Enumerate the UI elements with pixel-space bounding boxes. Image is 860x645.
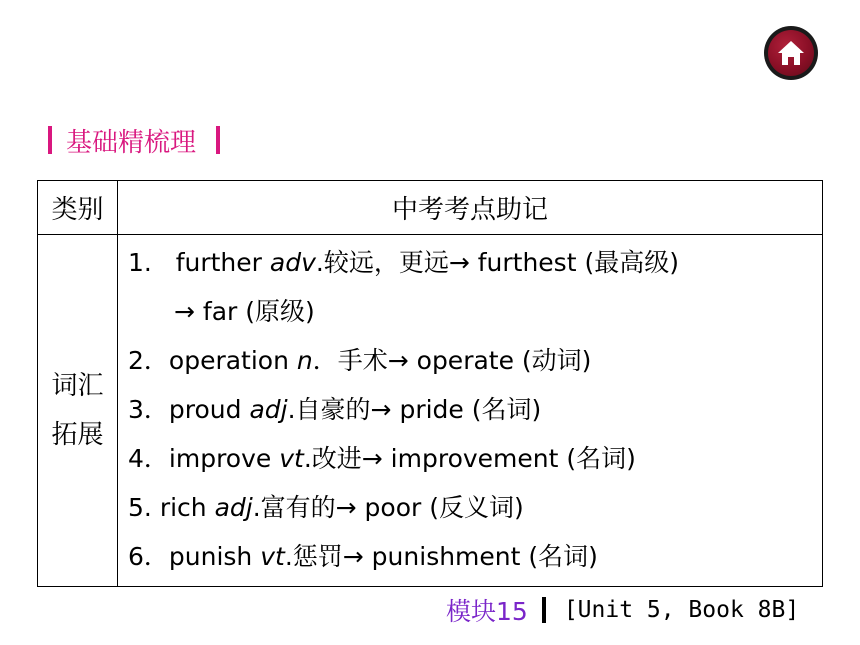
home-icon — [776, 39, 806, 67]
item-word: punish — [168, 542, 261, 571]
item-pos: vt — [279, 444, 304, 473]
item-pos: adv — [269, 248, 316, 277]
table-header-row — [38, 181, 823, 235]
footer — [446, 592, 799, 628]
item-pos: adj — [249, 395, 288, 424]
item-meaning: .改进→ improvement (名词) — [303, 444, 636, 473]
item-number: 5. — [128, 493, 152, 522]
unit-label: [Unit 5, Book 8B] — [563, 597, 800, 623]
item-meaning: .自豪的→ pride (名词) — [287, 395, 542, 424]
footer-separator — [542, 597, 546, 623]
module-label: 模块15 — [446, 597, 528, 626]
item-meaning: .惩罚→ punishment (名词) — [284, 542, 598, 571]
item-line — [128, 341, 822, 390]
item-word: further — [175, 248, 270, 277]
item-meaning: .较远，更远→ furthest (最高级) — [315, 248, 679, 277]
item-line — [128, 243, 822, 292]
item-line — [128, 488, 822, 537]
category-line-1: 词汇 — [51, 370, 104, 401]
item-word: proud — [168, 395, 250, 424]
item-line — [128, 390, 822, 439]
item-number: 1. — [128, 248, 152, 277]
category-cell — [38, 235, 118, 587]
item-word: operation — [168, 346, 297, 375]
section-title: 基础精梳理 — [66, 127, 197, 158]
section-header — [48, 122, 220, 158]
item-number: 3． — [128, 395, 169, 424]
item-pos: vt — [260, 542, 285, 571]
header-bar-right — [216, 126, 220, 154]
item-line — [128, 439, 822, 488]
item-line — [128, 292, 822, 341]
item-line — [128, 537, 822, 586]
item-number: 4． — [128, 444, 169, 473]
item-word: rich — [159, 493, 215, 522]
home-button[interactable] — [764, 26, 818, 80]
item-word: improve — [168, 444, 280, 473]
header-category: 类别 — [38, 181, 118, 235]
item-meaning: ．手术→ operate (动词) — [312, 346, 592, 375]
header-bar-left — [48, 126, 52, 154]
item-meaning: .富有的→ poor (反义词) — [252, 493, 524, 522]
content-cell — [118, 235, 823, 587]
item-pos: n — [296, 346, 313, 375]
header-notes: 中考考点助记 — [118, 181, 823, 235]
item-number: 2． — [128, 346, 169, 375]
item-number: 6． — [128, 542, 169, 571]
category-line-2: 拓展 — [51, 419, 104, 450]
item-continuation: → far (原级) — [174, 297, 315, 326]
vocab-table — [37, 180, 823, 587]
home-button-face — [768, 30, 814, 76]
table-row — [38, 235, 823, 587]
item-pos: adj — [214, 493, 253, 522]
